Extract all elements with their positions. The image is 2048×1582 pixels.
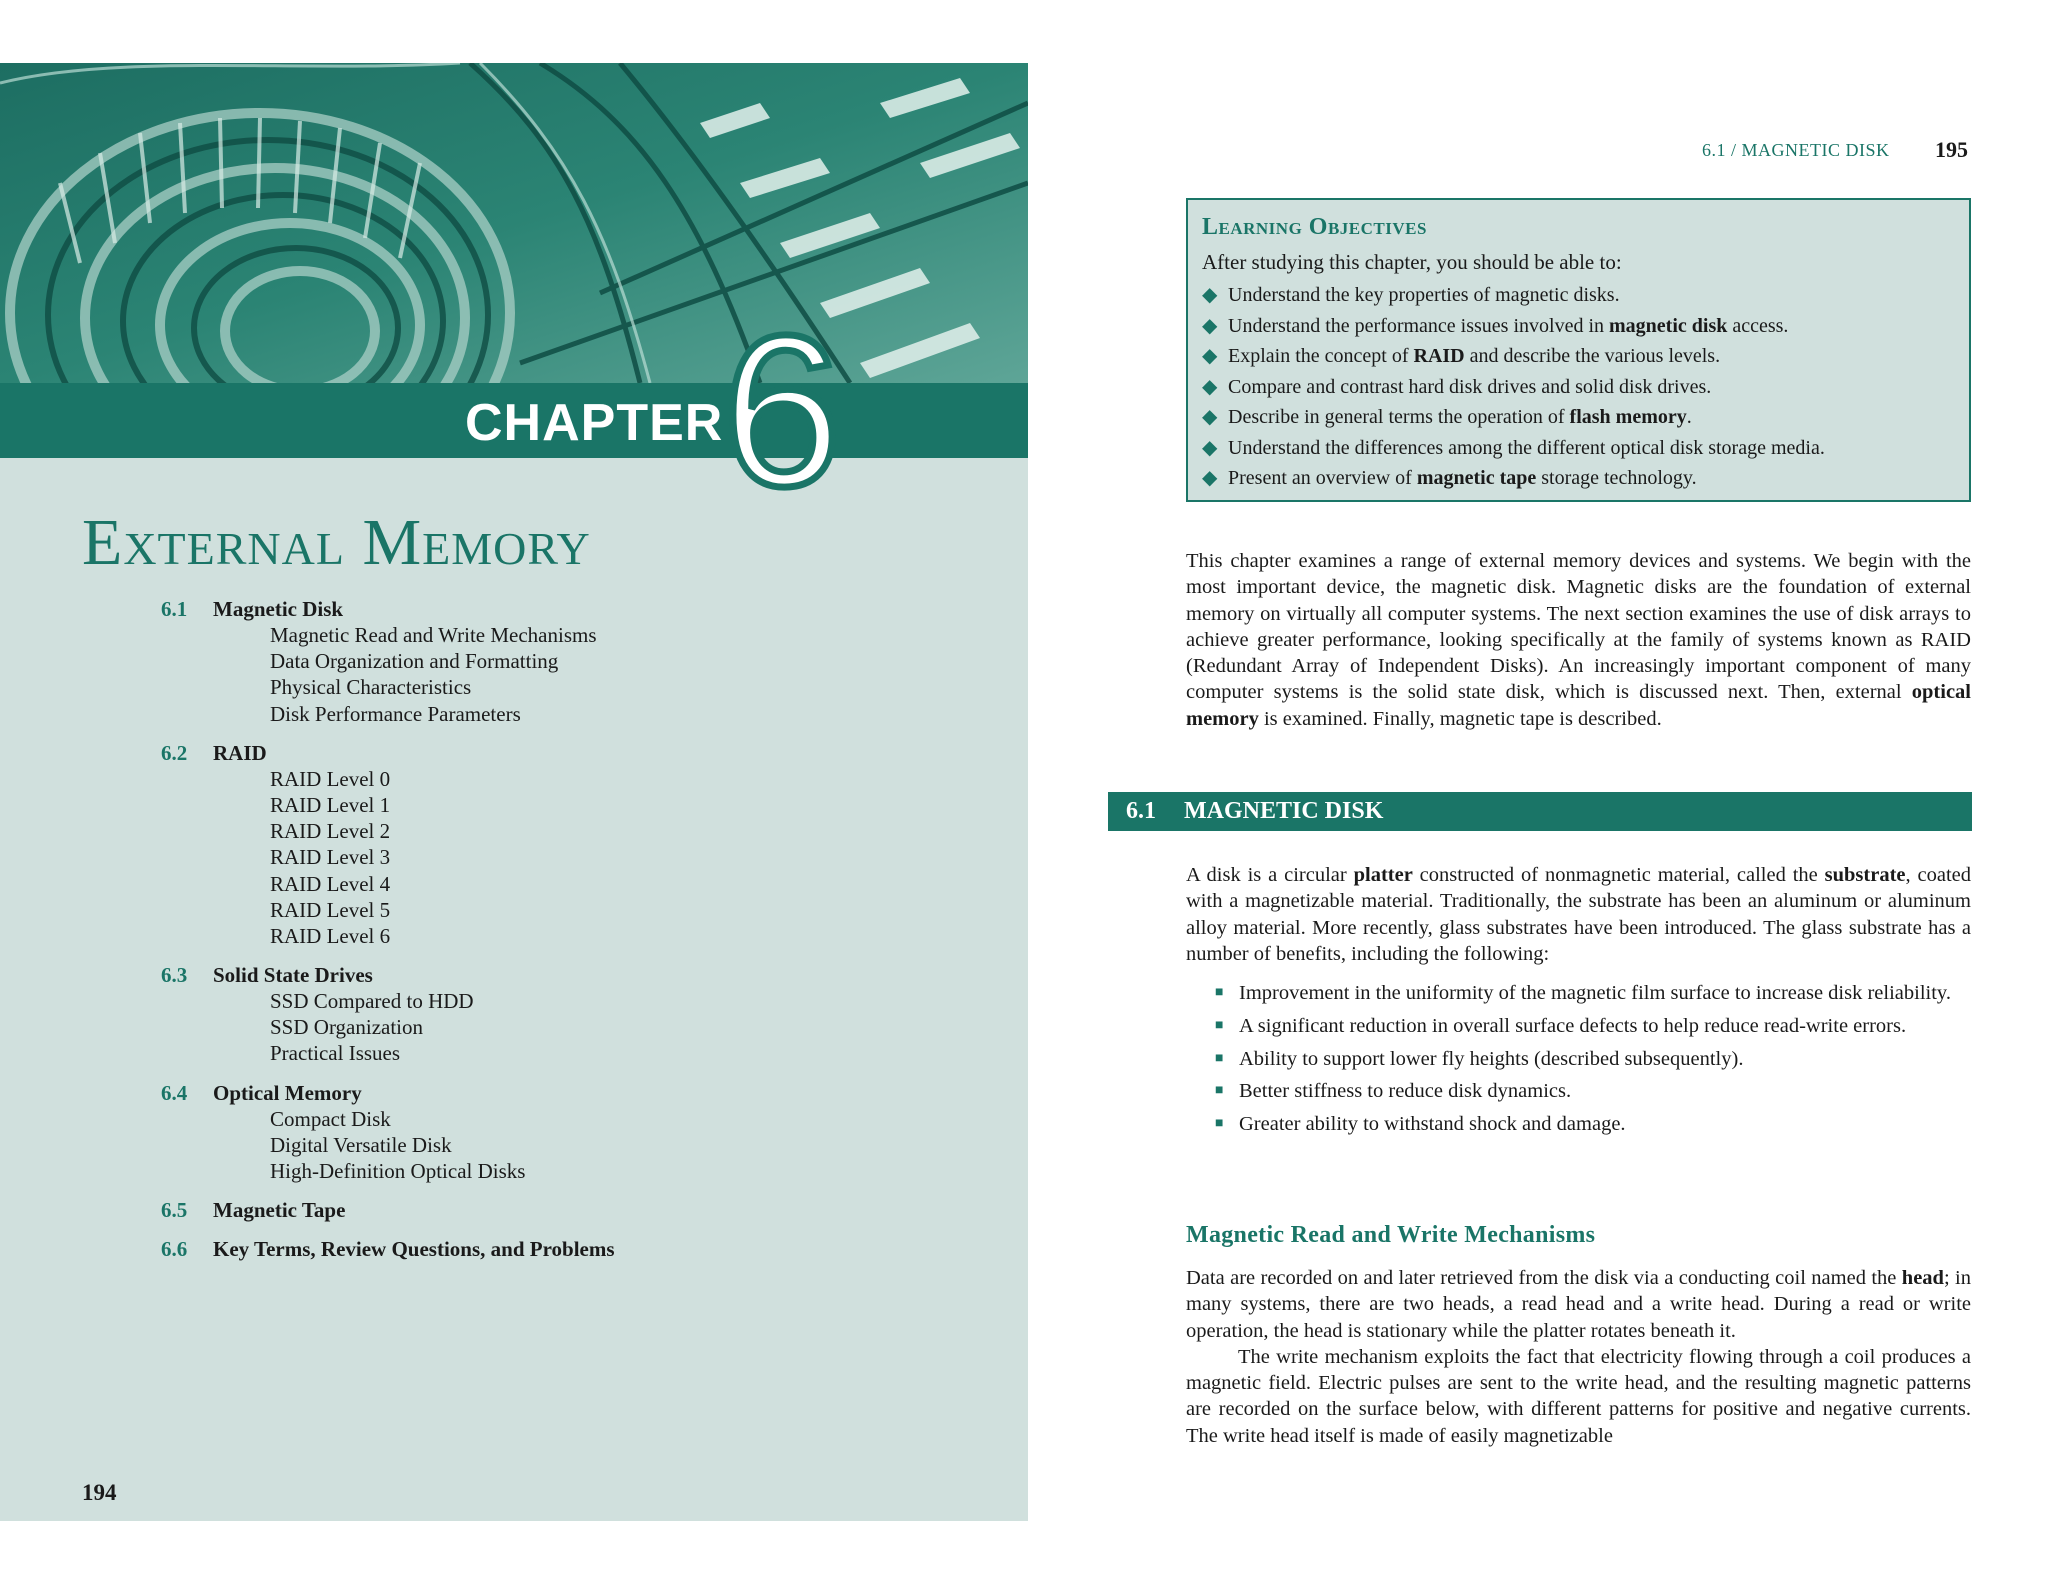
section-number: 6.1: [1126, 798, 1156, 824]
diamond-bullet-icon: ◆: [1202, 284, 1218, 306]
toc-section: [0, 1236, 1000, 1262]
list-item: ■ Greater ability to withstand shock and damage.: [1215, 1111, 1971, 1137]
read-write-paragraph: Data are recorded on and later retrieved from the disk via a conducting coil named the head; in many systems, there are two heads, a read head and a write head. During a read or write operation, the head is stationary while the platter rotates beneath it. The write mechanism exploits the fact that electricity flowing through a coil produces a magnetic field. Electric pulses are sent to the write head, and the resulting magnetic patterns are recorded on the surface below, with different patterns for positive and negative currents. The write head itself is made of easily magnetizable: [1186, 1267, 1971, 1447]
page-number: 195: [1935, 137, 1968, 162]
objective-item: ◆ Present an overview of magnetic tape storage technology.: [1202, 463, 1955, 494]
table-of-contents: [0, 596, 1000, 1275]
toc-subitem[interactable]: Data Organization and Formatting: [270, 649, 559, 674]
toc-heading[interactable]: Magnetic Tape: [213, 1198, 346, 1223]
toc-heading[interactable]: RAID: [213, 740, 267, 765]
objective-item: ◆ Understand the differences among the different optical disk storage media.: [1202, 433, 1955, 464]
section-title: MAGNETIC DISK: [1184, 798, 1384, 824]
subsection-heading: Magnetic Read and Write Mechanisms: [1186, 1222, 1596, 1248]
toc-subitem[interactable]: RAID Level 3: [270, 845, 391, 870]
square-bullet-icon: ■: [1215, 1083, 1224, 1099]
toc-number: 6.2: [161, 740, 188, 765]
list-item: ■ A significant reduction in overall surface defects to help reduce read-write errors.: [1215, 1013, 1971, 1039]
diamond-bullet-icon: ◆: [1202, 406, 1218, 428]
objective-item: ◆ Understand the performance issues involved in magnetic disk access.: [1202, 311, 1955, 342]
objective-item: ◆ Describe in general terms the operation of flash memory.: [1202, 402, 1955, 433]
chapter-number: 6: [722, 290, 842, 531]
list-item: ■ Better stiffness to reduce disk dynamics.: [1215, 1078, 1971, 1104]
toc-heading[interactable]: Optical Memory: [213, 1080, 362, 1105]
toc-subitem[interactable]: RAID Level 0: [270, 766, 391, 791]
toc-subitem[interactable]: RAID Level 2: [270, 819, 391, 844]
toc-subitem[interactable]: Magnetic Read and Write Mechanisms: [270, 623, 597, 647]
toc-subitem[interactable]: Digital Versatile Disk: [270, 1132, 452, 1157]
toc-subitem[interactable]: RAID Level 5: [270, 897, 391, 922]
disk-paragraph: A disk is a circular platter constructed of nonmagnetic material, called the substrate, coated with a magnetizable material. Traditionally, the substrate has been an aluminum or aluminum alloy material. More recently, glass substrates have been introduced. The glass substrate has a number of benefits, including the following:: [1186, 864, 1971, 965]
toc-heading[interactable]: Solid State Drives: [213, 963, 373, 988]
toc-number: 6.6: [161, 1237, 188, 1262]
toc-heading[interactable]: Key Terms, Review Questions, and Problems: [213, 1237, 615, 1262]
objectives-title: Learning Objectives: [1202, 214, 1427, 240]
objective-item: ◆ Compare and contrast hard disk drives and solid disk drives.: [1202, 372, 1955, 403]
left-page: [0, 63, 1028, 1521]
toc-subitem[interactable]: SSD Organization: [270, 1015, 424, 1040]
square-bullet-icon: ■: [1215, 1050, 1224, 1066]
chapter-title: External Memory: [82, 506, 591, 579]
toc-number: 6.3: [161, 963, 188, 988]
objective-item: ◆ Explain the concept of RAID and describe the various levels.: [1202, 341, 1955, 372]
objective-item: ◆ Understand the key properties of magnetic disks.: [1202, 280, 1955, 311]
list-item: ■ Ability to support lower fly heights (described subsequently).: [1215, 1046, 1971, 1072]
toc-heading[interactable]: Magnetic Disk: [213, 597, 344, 621]
square-bullet-icon: ■: [1215, 1116, 1224, 1132]
square-bullet-icon: ■: [1215, 985, 1224, 1000]
toc-number: 6.1: [161, 597, 188, 621]
diamond-bullet-icon: ◆: [1202, 314, 1218, 337]
toc-section: [0, 1197, 1000, 1223]
toc-subitem[interactable]: High-Definition Optical Disks: [270, 1159, 526, 1183]
staircase-photo: [0, 63, 1028, 383]
list-item: ■ Improvement in the uniformity of the magnetic film surface to increase disk reliability.: [1215, 980, 1971, 1006]
page-number: 194: [82, 1480, 117, 1505]
chapter-label: CHAPTER: [465, 394, 724, 452]
intro-paragraph: This chapter examines a range of external memory devices and systems. We begin with the most important device, the magnetic disk. Magnetic disks are the foundation of external memory on virtually all computer systems. The next section examines the use of disk arrays to achieve greater performance, looking specifically at the family of systems known as RAID (Redundant Array of Independent Disks). An increasingly important component of many computer systems is the solid state disk, which is discussed next. Then, external optical memory is examined. Finally, magnetic tape is described.: [1186, 550, 1971, 730]
objectives-intro: After studying this chapter, you should be able to:: [1202, 250, 1622, 274]
section-heading-bar: [1108, 792, 1972, 831]
toc-section: [0, 962, 1000, 1067]
diamond-bullet-icon: ◆: [1202, 375, 1218, 398]
toc-subitem[interactable]: RAID Level 6: [270, 923, 391, 948]
toc-subitem[interactable]: RAID Level 1: [270, 792, 391, 817]
toc-section: [0, 740, 1000, 949]
toc-subitem[interactable]: SSD Compared to HDD: [270, 989, 474, 1014]
toc-subitem[interactable]: Disk Performance Parameters: [270, 701, 521, 726]
toc-subitem[interactable]: Compact Disk: [270, 1106, 391, 1131]
diamond-bullet-icon: ◆: [1202, 345, 1218, 367]
diamond-bullet-icon: ◆: [1202, 436, 1218, 459]
learning-objectives-box: [1186, 198, 1971, 502]
toc-subitem[interactable]: RAID Level 4: [270, 871, 391, 896]
toc-section: [0, 1080, 1000, 1185]
diamond-bullet-icon: ◆: [1202, 467, 1218, 489]
square-bullet-icon: ■: [1215, 1017, 1224, 1033]
toc-number: 6.4: [161, 1080, 188, 1105]
toc-section: [0, 596, 1000, 727]
benefits-list: [1215, 980, 1971, 1144]
toc-number: 6.5: [161, 1198, 188, 1223]
running-head: 6.1 / MAGNETIC DISK: [1702, 140, 1890, 160]
toc-subitem[interactable]: Physical Characteristics: [270, 675, 472, 700]
toc-subitem[interactable]: Practical Issues: [270, 1041, 401, 1066]
